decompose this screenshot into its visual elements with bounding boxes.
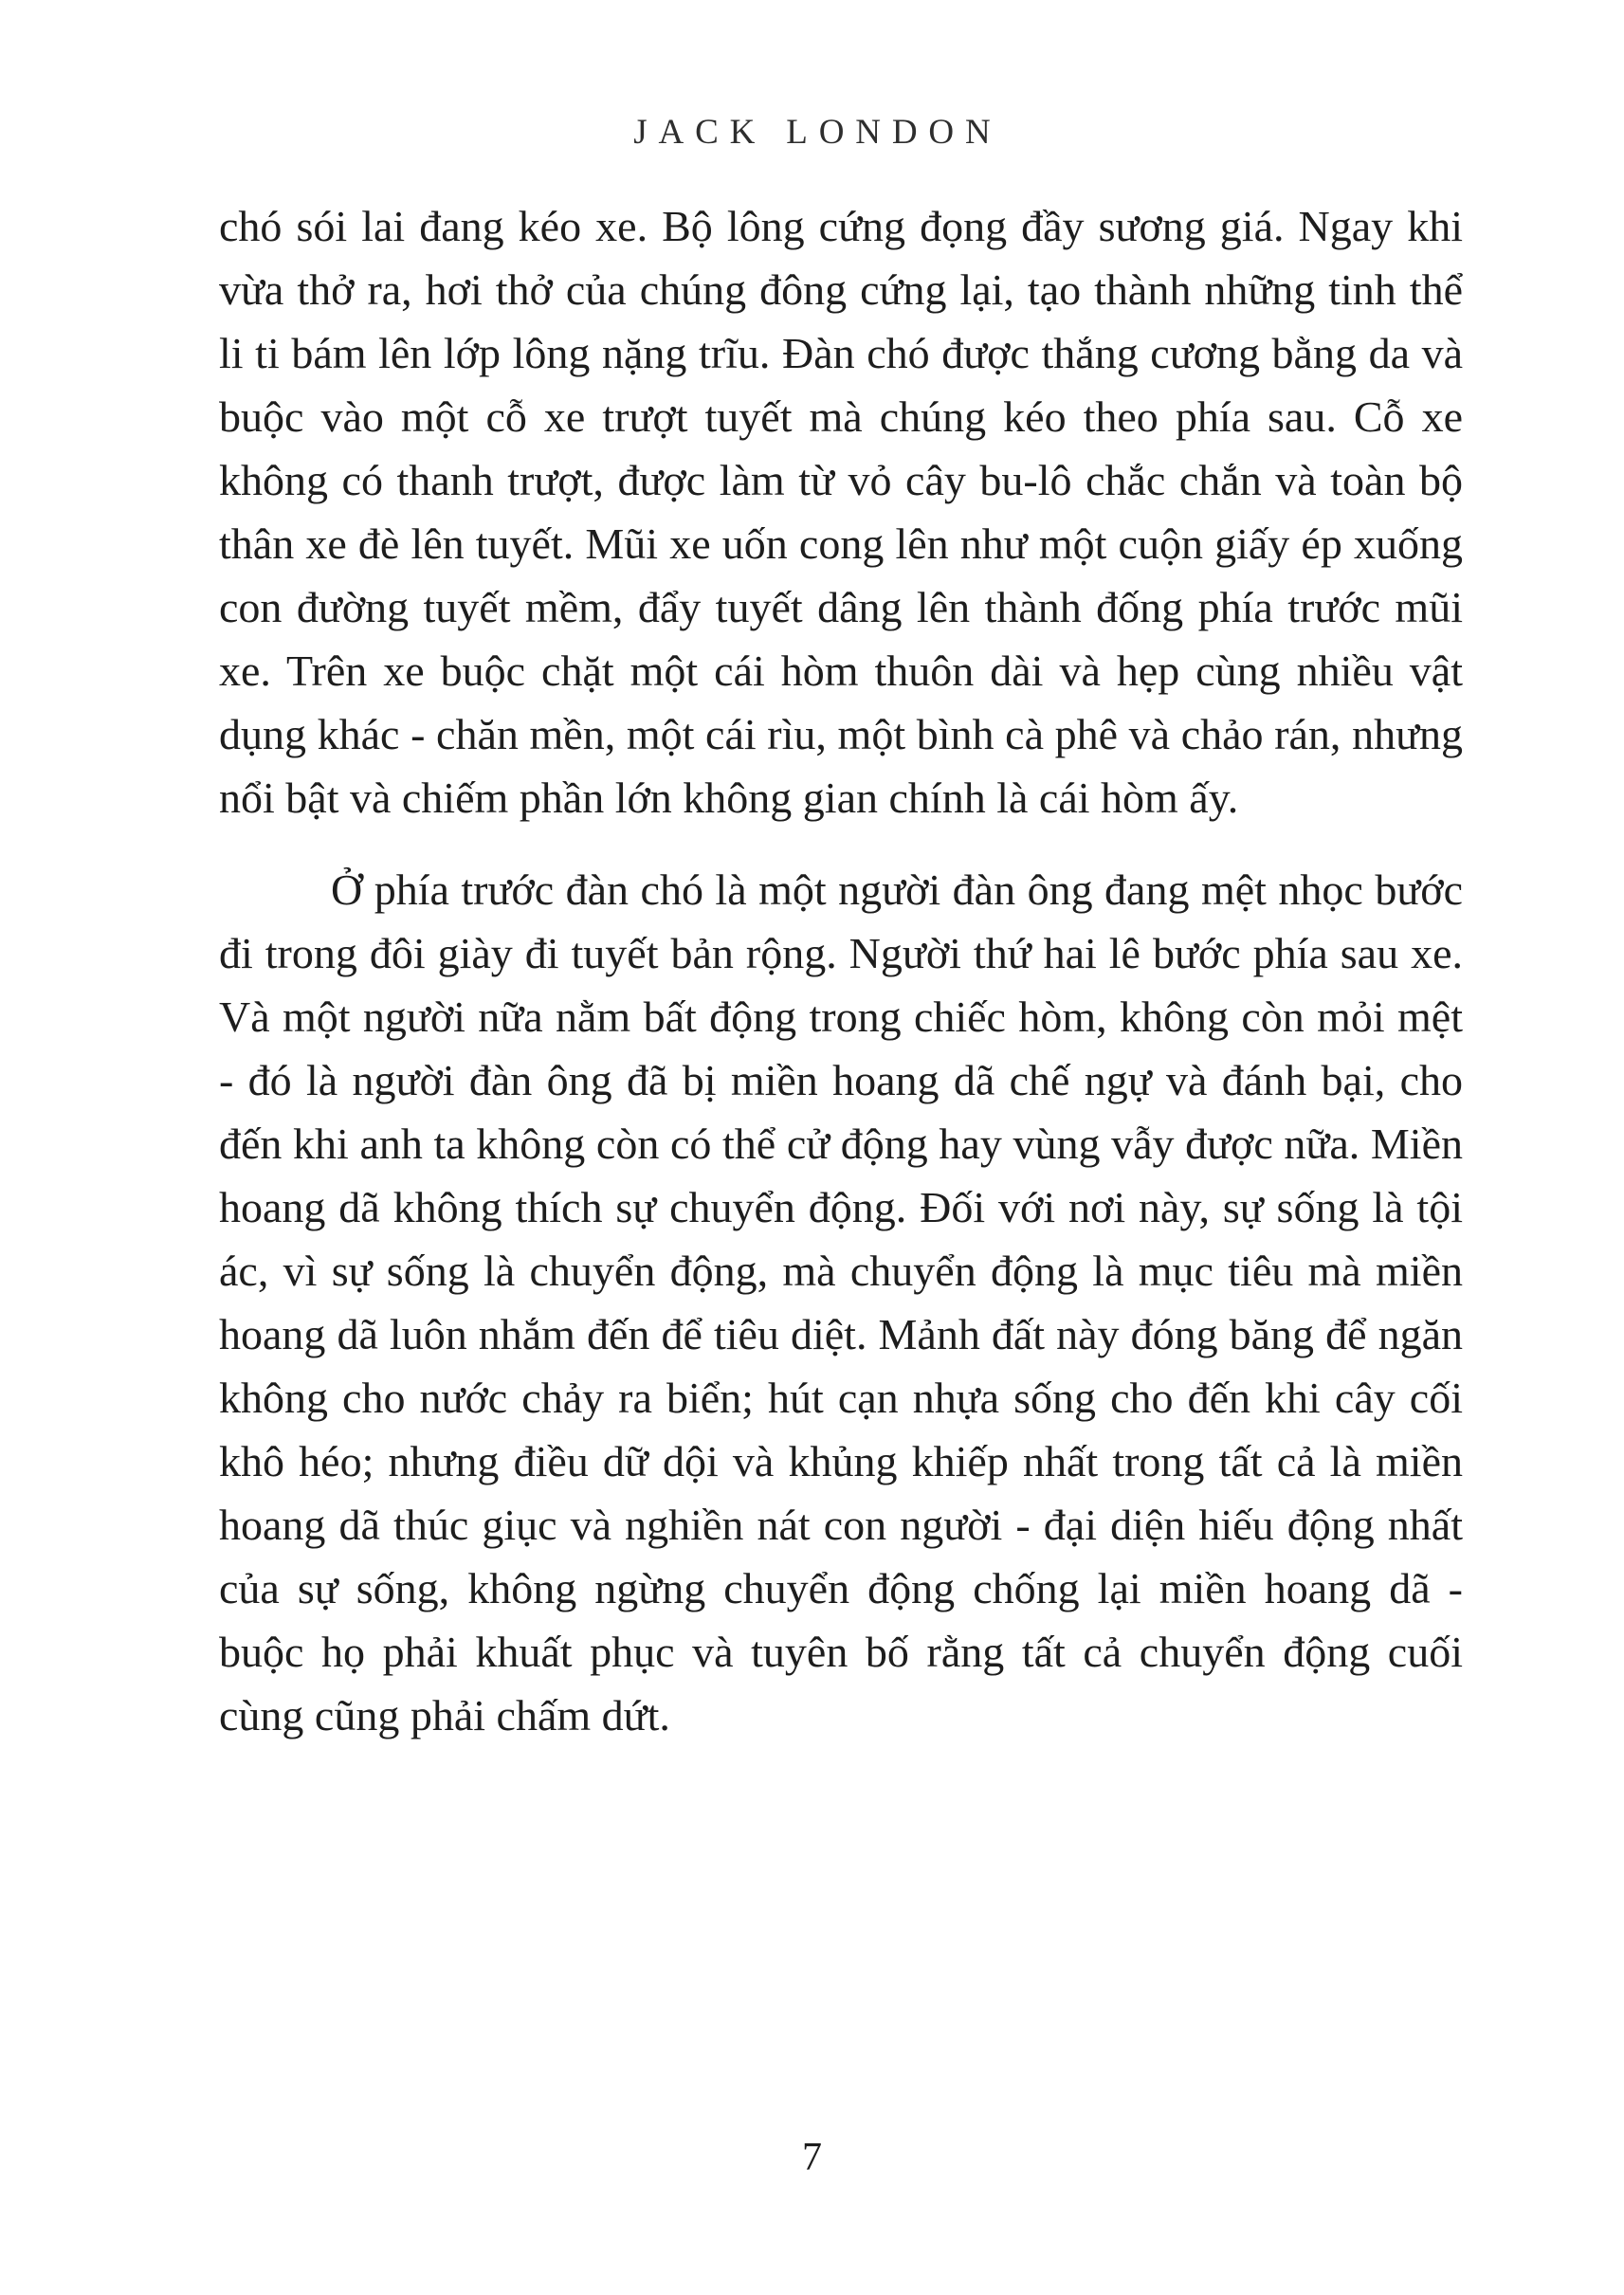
paragraph-2: Ở phía trước đàn chó là một người đàn ông đang mệt nhọc bước đi trong đôi giày đi tuyết bản rộng. Người thứ hai lê bước phía sau xe. Và một người nữa nằm bất động trong chiếc hòm, không còn mỏi mệt - đó là người đàn ông đã bị miền hoang dã chế ngự và đánh bại, cho đến khi anh ta không còn có thể cử động hay vùng vẫy được nữa. Miền hoang dã không thích sự chuyển động. Đối với nơi này, sự sống là tội ác, vì sự sống là chuyển động, mà chuyển động là mục tiêu mà miền hoang dã luôn nhắm đến để tiêu diệt. Mảnh đất này đóng băng để ngăn không cho nước chảy ra biển; hút cạn nhựa sống cho đến khi cây cối khô héo; nhưng điều dữ dội và khủng khiếp nhất trong tất cả là miền hoang dã thúc giục và nghiền nát con người - đại diện hiếu động nhất của sự sống, không ngừng chuyển động chống lại miền hoang dã - buộc họ phải khuất phục và tuyên bố rằng tất cả chuyển động cuối cùng cũng phải chấm dứt. [219,865,1463,1739]
running-head-author: JACK LONDON [633,113,1002,152]
paragraph-1: chó sói lai đang kéo xe. Bộ lông cứng đọng đầy sương giá. Ngay khi vừa thở ra, hơi thở của chúng đông cứng lại, tạo thành những tinh thể li ti bám lên lớp lông nặng trĩu. Đàn chó được thắng cương bằng da và buộc vào một cỗ xe trượt tuyết mà chúng kéo theo phía sau. Cỗ xe không có thanh trượt, được làm từ vỏ cây bu-lô chắc chắn và toàn bộ thân xe đè lên tuyết. Mũi xe uốn cong lên như một cuộn giấy ép xuống con đường tuyết mềm, đẩy tuyết dâng lên thành đống phía trước mũi xe. Trên xe buộc chặt một cái hòm thuôn dài và hẹp cùng nhiều vật dụng khác - chăn mền, một cái rìu, một bình cà phê và chảo rán, nhưng nổi bật và chiếm phần lớn không gian chính là cái hòm ấy. [219,202,1463,822]
page-body-text [219,194,1463,1776]
page-number: 7 [802,2136,822,2179]
